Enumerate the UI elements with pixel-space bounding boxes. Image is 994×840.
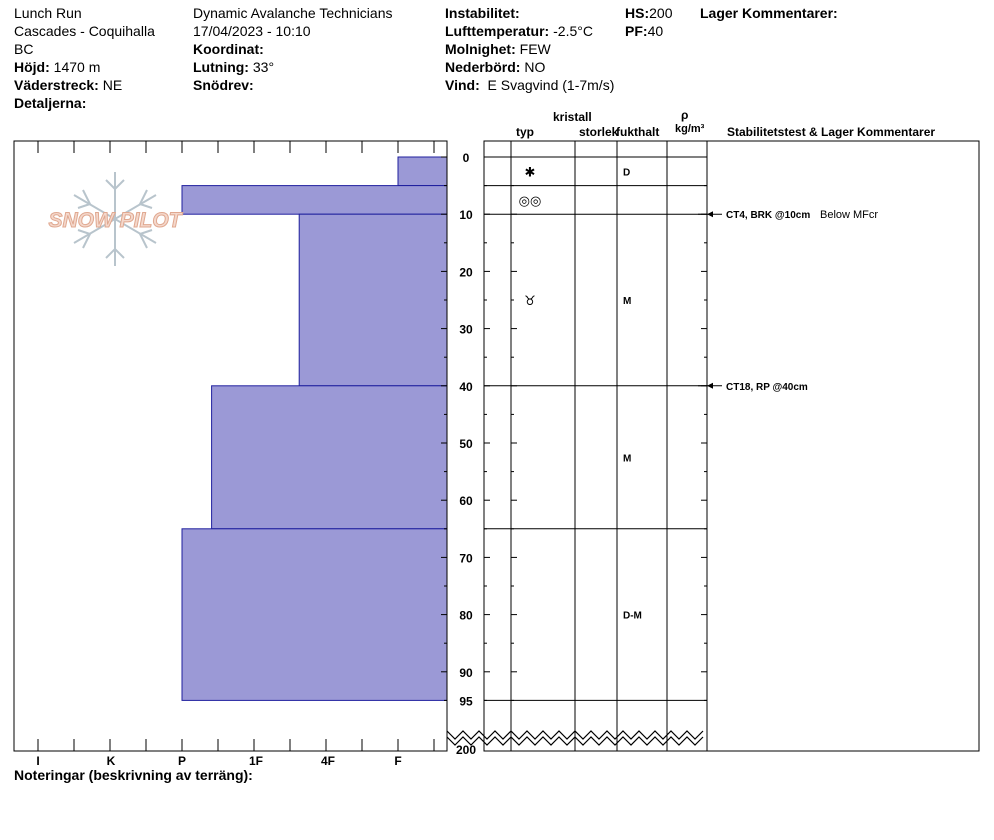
hardness-bar bbox=[212, 386, 447, 529]
pf-value: 40 bbox=[647, 23, 664, 39]
depth-tick-label: 80 bbox=[459, 608, 473, 623]
stability-test-label: CT4, BRK @10cm bbox=[726, 210, 811, 222]
hardness-scale-label: F bbox=[394, 754, 402, 768]
depth-tick-label: 50 bbox=[459, 437, 473, 451]
depth-tick-label: 60 bbox=[459, 494, 473, 509]
elevation-value: 1470 m bbox=[53, 59, 101, 75]
type-header: typ bbox=[516, 125, 534, 139]
hardness-bar bbox=[398, 157, 447, 186]
moisture-label: M bbox=[623, 296, 632, 307]
layer-comments-label: Lager Kommentarer: bbox=[700, 5, 838, 21]
location-name: Lunch Run bbox=[14, 5, 82, 21]
depth-tick-label: 0 bbox=[462, 151, 470, 165]
size-header: storlek bbox=[579, 125, 619, 139]
depth-tick-label: 90 bbox=[459, 665, 473, 680]
depth-tick-label: 70 bbox=[459, 551, 473, 566]
density-symbol: ρ bbox=[681, 108, 689, 122]
notes-label: Noteringar (beskrivning av terräng): bbox=[14, 767, 253, 783]
table-border bbox=[484, 141, 979, 751]
depth-tick-label: 95 bbox=[459, 694, 473, 709]
hardness-scale-label: 1F bbox=[248, 754, 264, 768]
hardness-scale-label: K bbox=[106, 754, 116, 768]
depth-tick-label: 30 bbox=[459, 322, 473, 337]
hardness-scale-label: 4F bbox=[320, 754, 336, 768]
slope-value: 33° bbox=[252, 59, 275, 75]
sky-value: FEW bbox=[519, 41, 551, 57]
aspect-label: Väderstreck: bbox=[14, 77, 99, 93]
wind-label: Vind: bbox=[445, 77, 480, 93]
sky-label: Molnighet: bbox=[445, 41, 516, 57]
hs-label: HS: bbox=[625, 5, 650, 21]
drift-label: Snödrev: bbox=[193, 77, 254, 93]
observation-datetime: 17/04/2023 - 10:10 bbox=[193, 23, 311, 39]
stability-arrow-icon bbox=[707, 211, 713, 217]
moisture-header: fukthalt bbox=[616, 125, 660, 139]
melt-freeze-crust-icon: ◎◎ bbox=[518, 193, 542, 209]
region: BC bbox=[14, 41, 34, 57]
instability-label: Instabilitet: bbox=[445, 5, 520, 21]
stability-header: Stabilitetstest & Lager Kommentarer bbox=[727, 125, 936, 139]
airtemp-value: -2.5°C bbox=[553, 23, 593, 39]
logo-text: SNOW PILOT bbox=[48, 209, 182, 232]
airtemp-label: Lufttemperatur: bbox=[445, 23, 550, 39]
moisture-label: D-M bbox=[623, 610, 642, 622]
stability-arrow-icon bbox=[707, 383, 713, 389]
depth-tick-label: 20 bbox=[459, 265, 473, 280]
rounded-grains-icon: ♉ bbox=[524, 294, 536, 309]
density-unit: kg/m³ bbox=[675, 123, 705, 135]
moisture-label: M bbox=[623, 453, 632, 465]
hardness-bars bbox=[182, 157, 447, 700]
depth-tick-label: 40 bbox=[459, 379, 473, 394]
hs-value: 200 bbox=[649, 5, 673, 21]
stability-test-label: CT18, RP @40cm bbox=[726, 381, 808, 393]
hardness-bar bbox=[182, 186, 447, 215]
elevation-label: Höjd: bbox=[14, 59, 50, 75]
moisture-label: D bbox=[623, 167, 631, 179]
slope-label: Lutning: bbox=[193, 59, 249, 75]
pf-label: PF: bbox=[625, 23, 648, 39]
details-label: Detaljerna: bbox=[14, 95, 87, 111]
snowpilot-logo bbox=[49, 172, 184, 266]
observer-name: Dynamic Avalanche Technicians bbox=[193, 5, 393, 21]
depth-tick-label: 10 bbox=[459, 208, 473, 223]
depth-tick-label: 200 bbox=[455, 743, 477, 757]
crystal-header: kristall bbox=[553, 110, 592, 124]
layer-table bbox=[447, 141, 979, 751]
hardness-bar bbox=[299, 214, 447, 386]
coordinate-label: Koordinat: bbox=[193, 41, 264, 57]
hardness-bar bbox=[182, 529, 447, 701]
wind-value: E Svagvind (1-7m/s) bbox=[487, 77, 615, 93]
aspect-value: NE bbox=[102, 77, 123, 93]
precip-label: Nederbörd: bbox=[445, 59, 521, 75]
precip-value: NO bbox=[524, 59, 546, 75]
hardness-scale-label: P bbox=[177, 754, 187, 768]
hardness-scale-label: I bbox=[36, 754, 40, 768]
mountain-range: Cascades - Coquihalla bbox=[14, 23, 155, 39]
new-snow-icon: ✱ bbox=[524, 165, 536, 181]
stability-comment: Below MFcr bbox=[820, 209, 879, 222]
